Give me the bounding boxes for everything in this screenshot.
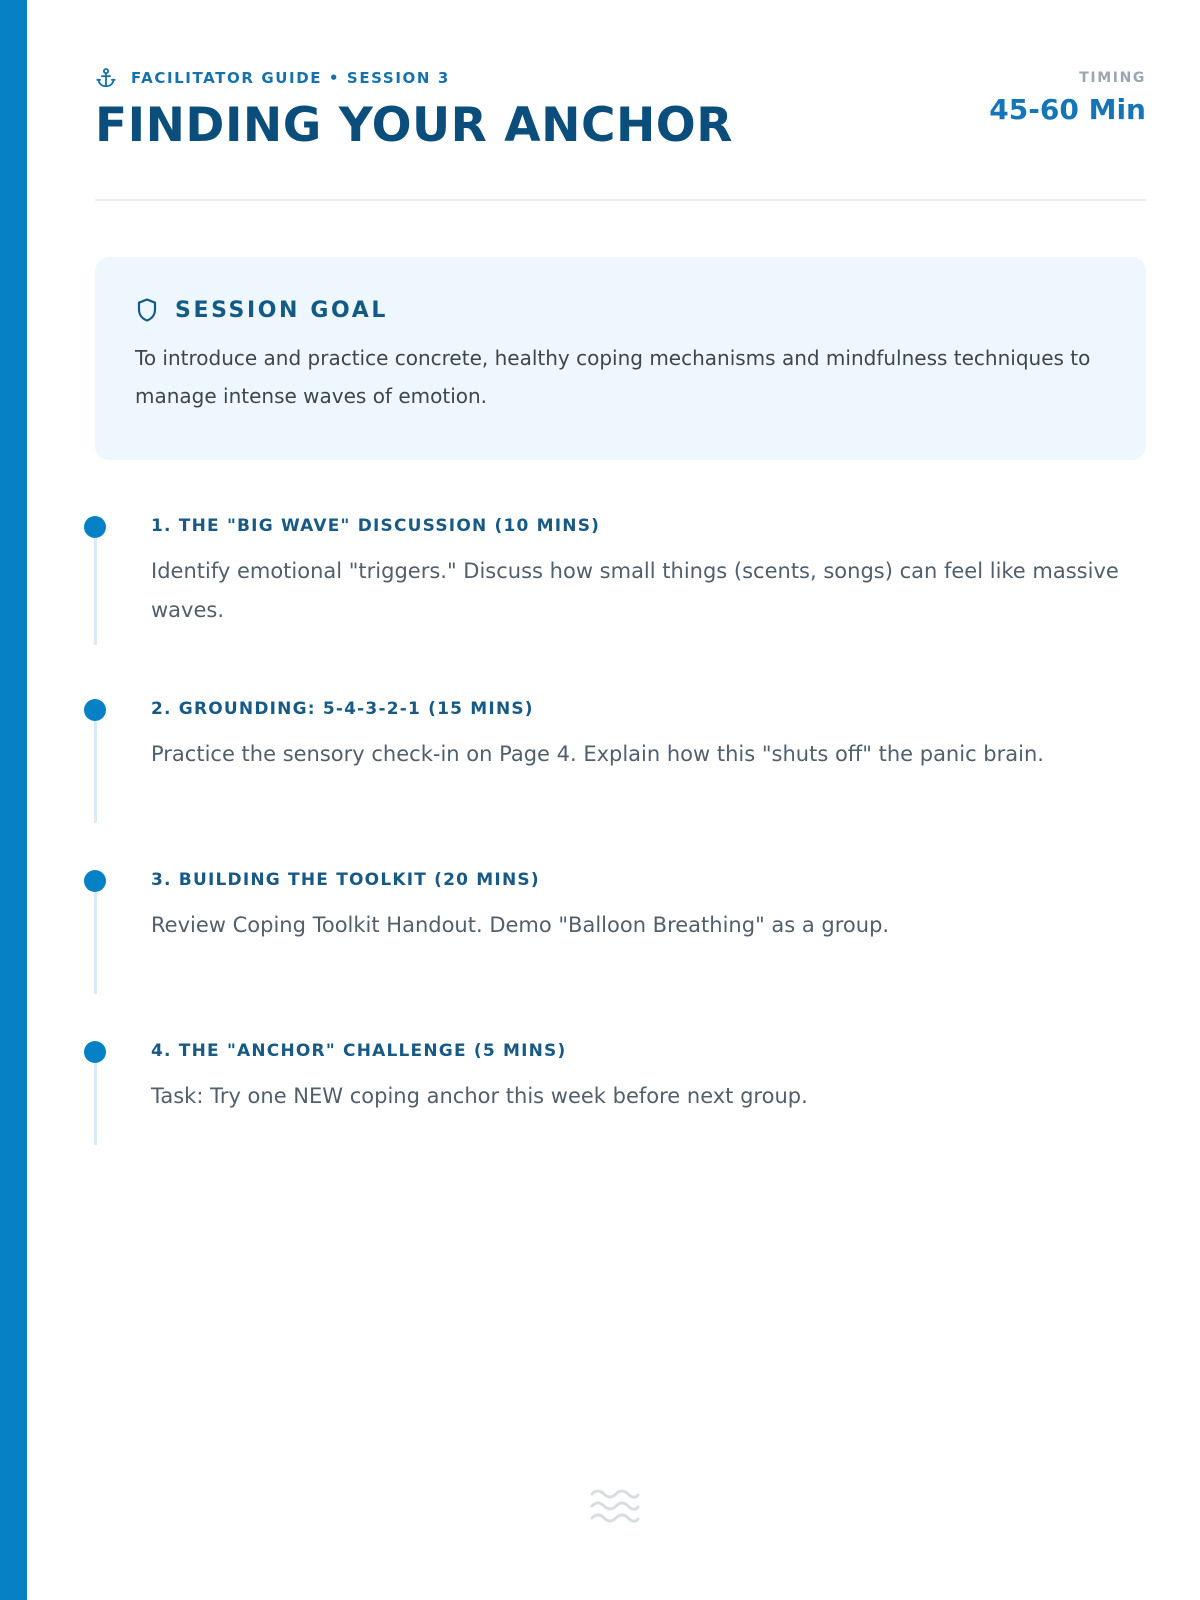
session-goal-card: [95, 257, 1146, 460]
timeline-dot: [84, 516, 106, 538]
anchor-icon: [95, 67, 117, 89]
timeline-line: [94, 1063, 97, 1145]
step-title: 2. GROUNDING: 5-4-3-2-1 (15 MINS): [151, 699, 534, 719]
step-description: Task: Try one NEW coping anchor this week before next group.: [151, 1084, 808, 1108]
timing-value: 45-60 Min: [989, 93, 1146, 126]
session-goal-header: [135, 295, 1106, 325]
eyebrow-text: FACILITATOR GUIDE • SESSION 3: [131, 69, 450, 87]
timeline-line: [94, 538, 97, 645]
shield-icon: [135, 297, 159, 323]
timeline-step-2: [84, 693, 1146, 823]
step-description: Review Coping Toolkit Handout. Demo "Balloon Breathing" as a group.: [151, 913, 890, 937]
timeline-line: [94, 721, 97, 823]
step-title: 4. THE "ANCHOR" CHALLENGE (5 MINS): [151, 1041, 567, 1061]
timeline-dot: [84, 870, 106, 892]
step-title: 1. THE "BIG WAVE" DISCUSSION (10 MINS): [151, 516, 601, 536]
timeline-line: [94, 892, 97, 994]
timeline-step-4: [84, 1035, 1146, 1145]
step-title: 3. BUILDING THE TOOLKIT (20 MINS): [151, 870, 540, 890]
timeline-step-3: [84, 864, 1146, 994]
step-description: Identify emotional "triggers." Discuss how small things (scents, songs) can feel like massive waves.: [151, 559, 1119, 622]
timing-label: TIMING: [1079, 70, 1146, 86]
page-title: FINDING YOUR ANCHOR: [95, 98, 733, 153]
timeline-dot: [84, 1041, 106, 1063]
timeline-step-1: [84, 510, 1146, 645]
session-goal-text: To introduce and practice concrete, healthy coping mechanisms and mindfulness techniques to manage intense waves of emotion.: [135, 346, 1091, 408]
timeline-dot: [84, 699, 106, 721]
timing-block: [989, 66, 1146, 128]
step-description: Practice the sensory check-in on Page 4. Explain how this "shuts off" the panic brain.: [151, 742, 1044, 766]
page-header: [95, 66, 1146, 206]
header-divider: [95, 199, 1146, 201]
waves-icon: [589, 1485, 641, 1527]
session-goal-title: SESSION GOAL: [175, 297, 388, 323]
accent-sidebar-bar: [0, 0, 27, 1600]
